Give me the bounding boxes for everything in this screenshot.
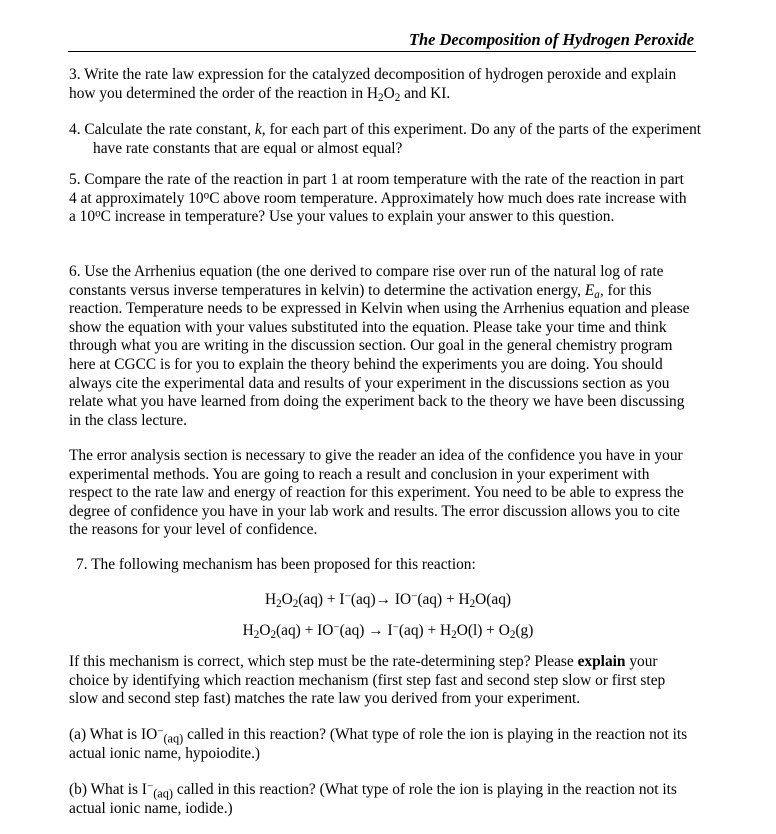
page-header xyxy=(68,30,696,52)
header-title: The Decomposition of Hydrogen Peroxide xyxy=(409,30,694,49)
question-7: 7. The following mechanism has been proposed for this reaction: xyxy=(76,556,476,573)
question-7b: (b) What is $I^-_{(aq)}$ called in this reaction? (What type of role the ion is playing in the reaction not its actual ionic name, iodide.) xyxy=(69,780,677,817)
question-5: 5. Compare the rate of the reaction in part 1 at room temperature with the rate of the reaction in part 4 at approximately 10$^o$C above room temperature. Approximately how much does rate increase with a 10$^o$C increase in temperature? Use your values to explain your answer to this question. xyxy=(69,171,687,226)
mechanism-question: If this mechanism is correct, which step must be the rate-determining step? Please explain your choice by identifying which reaction mechanism (first step fast and second step slow or first step slow and second step fast) matches the rate law you derived from your experiment. xyxy=(69,653,666,708)
mechanism-step-1: $H_2O_2(aq) + I^-(aq)\to IO^-(aq) + H_2O(aq)$ xyxy=(264,590,512,611)
error-analysis-paragraph: The error analysis section is necessary to give the reader an idea of the confidence you have in your experimental methods. You are going to reach a result and conclusion in your experiment with respect to the rate law and energy of reaction for this experiment. You need to be able to express the degree of confidence you have in your lab work and results. The error discussion allows you to cite the reasons for your level of confidence. xyxy=(69,447,684,539)
mechanism-step-2: $H_2O_2(aq) + IO^-(aq) \to I^-(aq) + H_2O(l) + O_2(g)$ xyxy=(242,621,534,642)
question-6: 6. Use the Arrhenius equation (the one derived to compare rise over run of the natural log of rate constants versus inverse temperatures in kelvin) to determine the activation energy, $E_a$, for this reaction. Temperature needs to be expressed in Kelvin when using the Arrhenius equation and please show the equation with your values substituted into the equation. Please take your time and think through what you are writing in the discussion section. Our goal in the general chemistry program here at CGCC is for you to explain the theory behind the experiments you are doing. You should always cite the experimental data and results of your experiment in the discussions section as you relate what you have learned from doing the experiment back to the theory we have been discussing in the class lecture. xyxy=(69,263,690,429)
question-4: 4. Calculate the rate constant, k, for each part of this experiment. Do any of the parts of the experiment have rate constants that are equal or almost equal? xyxy=(69,121,702,157)
question-7a: (a) What is $IO^-_{(aq)}$ called in this reaction? (What type of role the ion is playing in the reaction not its actual ionic name, hypoiodite.) xyxy=(69,725,688,762)
question-3: 3. Write the rate law expression for the catalyzed decomposition of hydrogen peroxide and explain how you determined the order of the reaction in $H_2O_2$ and KI. xyxy=(69,66,677,104)
